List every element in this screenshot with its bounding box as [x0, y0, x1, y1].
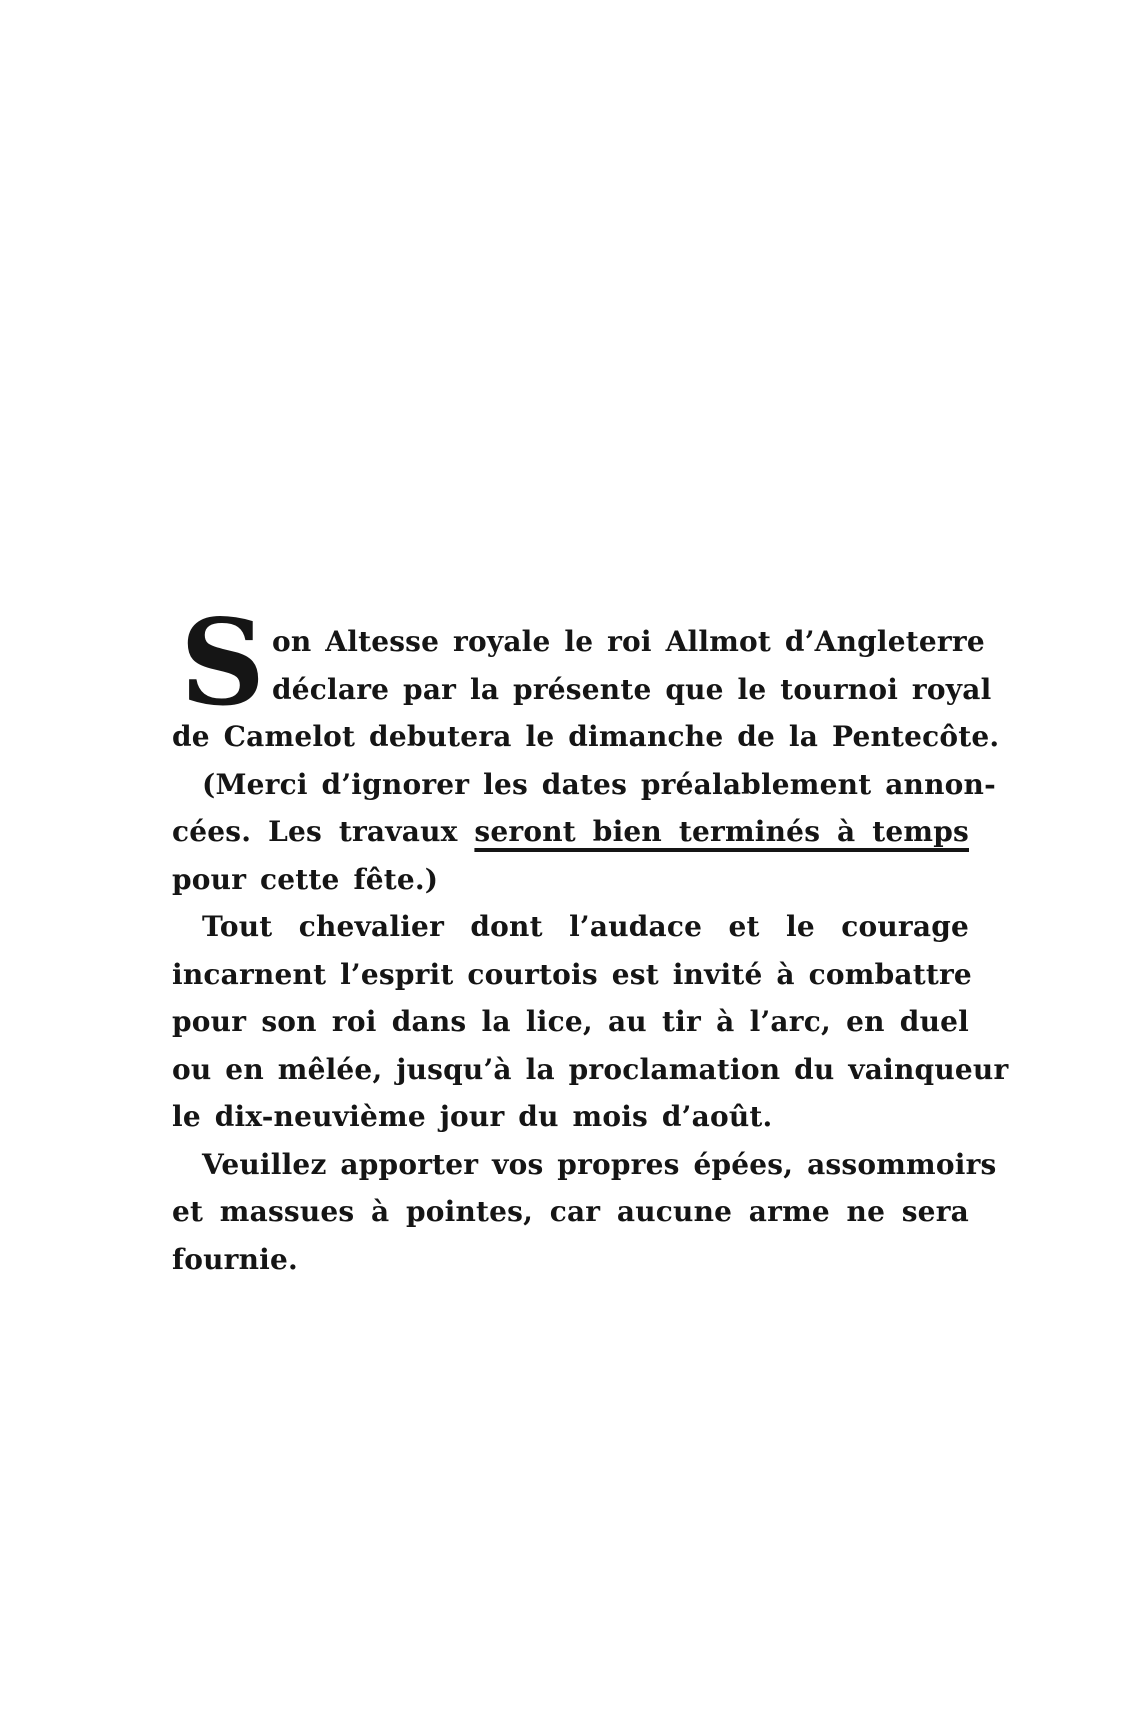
underlined-text-segment: seront bien terminés à temps	[474, 815, 969, 848]
paragraph-royal-declaration	[172, 593, 1000, 761]
text-line: incarnent l’esprit courtois est invité à combattre	[172, 957, 972, 991]
text-line: (Merci d’ignorer les dates préalablement annon-	[202, 767, 996, 801]
text-line: fournie.	[172, 1242, 298, 1276]
text-line: le dix-neuvième jour du mois d’août.	[172, 1100, 773, 1133]
drop-cap-letter: S	[180, 593, 266, 732]
text-line: Tout chevalier dont l’audace et le courage	[202, 910, 969, 943]
text-line: pour cette fête.)	[172, 862, 439, 896]
text-line: on Altesse royale le roi Allmot d’Angleterre	[272, 625, 985, 658]
text-line	[172, 808, 969, 856]
text-segment: cées. Les travaux	[172, 815, 475, 848]
text-line: ou en mêlée, jusqu’à la proclamation du vainqueur	[172, 1052, 1009, 1086]
paragraph-weapons-notice	[172, 1141, 997, 1284]
text-line: Veuillez apporter vos propres épées, assommoirs	[202, 1147, 997, 1181]
paragraph-knight-invitation	[172, 903, 1009, 1141]
proclamation-text-block	[172, 593, 1009, 1283]
text-line: pour son roi dans la lice, au tir à l’arc, en duel	[172, 1005, 969, 1038]
text-line: déclare par la présente que le tournoi royal	[272, 672, 992, 706]
text-line: et massues à pointes, car aucune arme ne sera	[172, 1195, 969, 1228]
paragraph-date-notice	[172, 761, 996, 904]
text-line: de Camelot debutera le dimanche de la Pentecôte.	[172, 720, 1000, 753]
